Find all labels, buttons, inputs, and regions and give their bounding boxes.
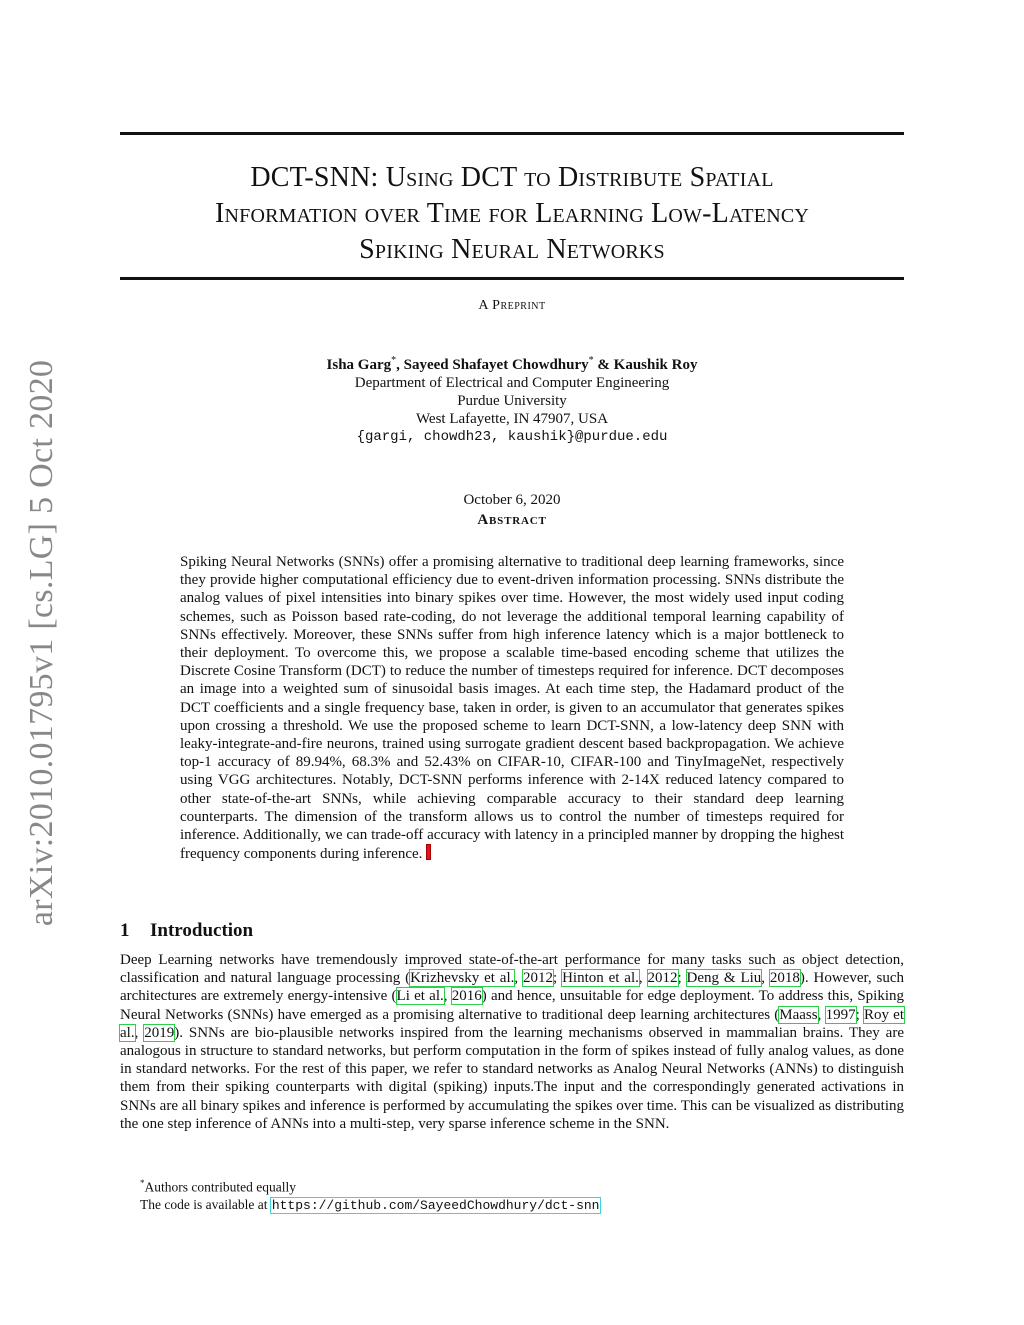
arxiv-identifier: arXiv:2010.01795v1 [cs.LG] 5 Oct 2020 bbox=[23, 359, 60, 927]
author-2-mark: * bbox=[588, 355, 594, 366]
affiliation-department: Department of Electrical and Computer Engineering bbox=[354, 375, 670, 391]
footnote-1 bbox=[140, 1175, 900, 1196]
citation-sep: ; bbox=[677, 970, 687, 987]
author-1: Isha Garg bbox=[326, 357, 392, 373]
preprint-label: A Preprint bbox=[478, 298, 546, 313]
citation-sep: , bbox=[134, 1024, 145, 1041]
affiliation-university: Purdue University bbox=[457, 393, 567, 409]
citation-sep: , bbox=[638, 970, 648, 987]
author-separator-1: , bbox=[396, 357, 404, 373]
citation-sep: ; bbox=[553, 970, 563, 987]
introduction-paragraph bbox=[120, 951, 904, 1133]
intro-text: Deep Learning networks have tremendously improved state-of-the-art performance for many tasks such as object detection, classification and natural language processing ( bbox=[120, 952, 904, 987]
title-line-2: Information over Time for Learning Low-Latency bbox=[214, 198, 810, 229]
author-1-mark: * bbox=[391, 355, 397, 366]
intro-text: ). However, such architectures are extremely energy-intensive ( bbox=[120, 970, 905, 1005]
citation-link[interactable]: 2019 bbox=[144, 1024, 175, 1041]
footnote-2-text: The code is available at bbox=[140, 1196, 271, 1212]
text-cursor-marker bbox=[426, 844, 431, 860]
paper-title bbox=[120, 160, 904, 268]
author-separator-2: & bbox=[593, 357, 614, 373]
affiliation-address: West Lafayette, IN 47907, USA bbox=[415, 411, 609, 427]
intro-text: ). SNNs are bio-plausible networks inspired from the learning mechanisms observed in mammalian brains. They are analogous in structure to standard networks, but perform computation in the form of spikes instead of fully analog values, as done in standard networks. For the rest of this paper, we refer to standard networks as Analog Neural Networks (ANNs) to distinguish them from their spiking counterparts with digital (spiking) inputs.The input and the correspondingly generated activations in SNNs are all binary spikes and inference is performed by accumulating the spikes over time. This can be visualized as distributing the one step inference of ANNs into a multi-step, very sparse inference scheme in the SNN. bbox=[120, 1024, 904, 1132]
section-number: 1 bbox=[120, 920, 130, 941]
title-rule-bottom bbox=[120, 277, 904, 280]
title-line-3: Spiking Neural Networks bbox=[359, 234, 665, 265]
author-3: Kaushik Roy bbox=[613, 357, 698, 373]
footnotes bbox=[140, 1175, 900, 1214]
author-emails: {gargi, chowdh23, kaushik}@purdue.edu bbox=[356, 429, 668, 445]
citation-link[interactable]: Li et al. bbox=[396, 988, 444, 1005]
citation-link[interactable]: 2012 bbox=[523, 970, 554, 987]
abstract-body bbox=[180, 553, 844, 863]
abstract-heading: Abstract bbox=[477, 512, 547, 528]
citation-link[interactable]: Hinton et al. bbox=[562, 970, 639, 987]
citation-link[interactable]: 2016 bbox=[451, 988, 482, 1005]
citation-sep: , bbox=[514, 970, 524, 987]
citation-link[interactable]: 1997 bbox=[825, 1006, 856, 1023]
citation-link[interactable]: Roy et al. bbox=[120, 1006, 905, 1041]
title-rule-top bbox=[120, 132, 904, 135]
citation-link[interactable]: Maass bbox=[779, 1006, 818, 1023]
author-names bbox=[120, 352, 904, 374]
footnote-1-text: Authors contributed equally bbox=[144, 1179, 296, 1195]
citation-link[interactable]: 2018 bbox=[769, 970, 800, 987]
section-title: Introduction bbox=[150, 920, 254, 941]
footnote-2 bbox=[140, 1196, 900, 1214]
citation-link[interactable]: Deng & Liu bbox=[686, 970, 762, 987]
paper-date: October 6, 2020 bbox=[463, 492, 561, 508]
code-repository-link[interactable]: https://github.com/SayeedChowdhury/dct-snn bbox=[271, 1197, 600, 1213]
intro-text: ) and hence, unsuitable for edge deployment. To address this, Spiking Neural Networks (SNNs) have emerged as a promising alternative to traditional deep learning architectures ( bbox=[120, 988, 904, 1023]
citation-sep: , bbox=[443, 988, 452, 1005]
citation-sep: , bbox=[761, 970, 770, 987]
citation-sep: , bbox=[817, 1006, 826, 1023]
author-block bbox=[120, 352, 904, 446]
citation-link[interactable]: Krizhevsky et al. bbox=[410, 970, 515, 987]
abstract-text: Spiking Neural Networks (SNNs) offer a promising alternative to traditional deep learning frameworks, since they provide higher computational efficiency due to event-driven information processing. SNNs distribute the analog values of pixel intensities into binary spikes over time. However, the most widely used input coding schemes, such as Poisson based rate-coding, do not leverage the additional temporal learning capability of SNNs effectively. Moreover, these SNNs suffer from high inference latency which is a major bottleneck to their deployment. To overcome this, we propose a scalable time-based encoding scheme that utilizes the Discrete Cosine Transform (DCT) to reduce the number of timesteps required for inference. DCT decomposes an image into a weighted sum of sinusoidal basis images. At each time step, the Hadamard product of the DCT coefficients and a single frequency base, taken in order, is given to an accumulator that generates spikes upon crossing a threshold. We use the proposed scheme to learn DCT-SNN, a low-latency deep SNN with leaky-integrate-and-fire neurons, trained using surrogate gradient descent based backpropagation. We achieve top-1 accuracy of 89.94%, 68.3% and 52.43% on CIFAR-10, CIFAR-100 and TinyImageNet, respectively using VGG architectures. Notably, DCT-SNN performs inference with 2-14X reduced latency compared to other state-of-the-art SNNs, while achieving comparable accuracy to their standard deep learning counterparts. The dimension of the transform allows us to control the number of timesteps required for inference. Additionally, we can trade-off accuracy with latency in a principled manner by dropping the highest frequency components during inference. bbox=[180, 554, 844, 863]
citation-link[interactable]: 2012 bbox=[647, 970, 678, 987]
title-line-1: DCT-SNN: Using DCT to Distribute Spatial bbox=[250, 162, 774, 193]
citation-sep: ; bbox=[855, 1006, 864, 1023]
section-heading-introduction bbox=[120, 920, 904, 942]
author-2: Sayeed Shafayet Chowdhury bbox=[403, 357, 589, 373]
footnote-mark: * bbox=[140, 1178, 145, 1188]
